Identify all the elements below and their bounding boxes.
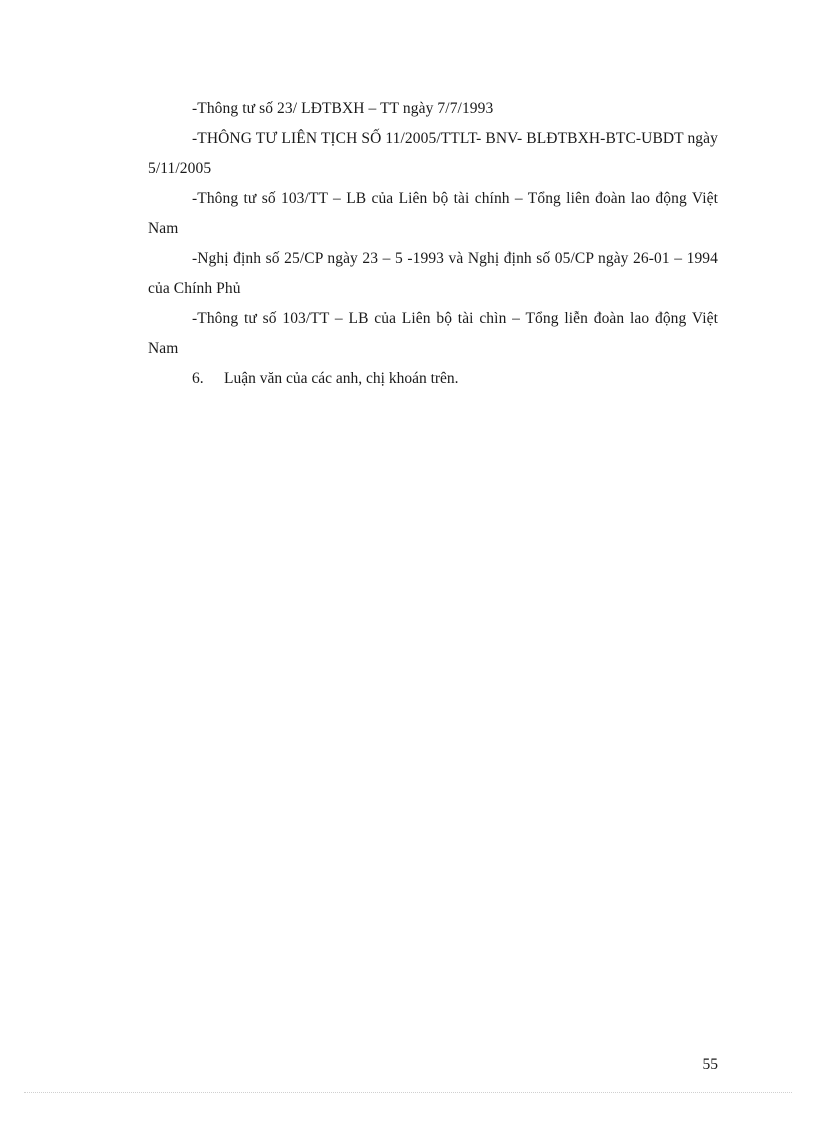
numbered-item-number: 6. — [192, 370, 204, 387]
reference-entry: -Thông tư số 103/TT – LB của Liên bộ tài chính – Tổng liên đoàn lao động Việt Nam — [148, 190, 718, 237]
footer-divider — [24, 1092, 792, 1093]
numbered-item-text: Luận văn của các anh, chị khoán trên. — [224, 370, 459, 387]
reference-list — [148, 94, 718, 394]
reference-entry: -Nghị định số 25/CP ngày 23 – 5 -1993 và Nghị định số 05/CP ngày 26-01 – 1994 của Chính Phủ — [148, 250, 718, 297]
page-number: 55 — [702, 1056, 718, 1073]
numbered-item — [148, 364, 718, 394]
reference-entry: -THÔNG TƯ LIÊN TỊCH SỐ 11/2005/TTLT- BNV- BLĐTBXH-BTC-UBDT ngày 5/11/2005 — [148, 130, 718, 177]
reference-entry: -Thông tư số 103/TT – LB của Liên bộ tài chìn – Tổng liễn đoàn lao động Việt Nam — [148, 310, 718, 357]
reference-entry: -Thông tư số 23/ LĐTBXH – TT ngày 7/7/1993 — [192, 100, 494, 117]
